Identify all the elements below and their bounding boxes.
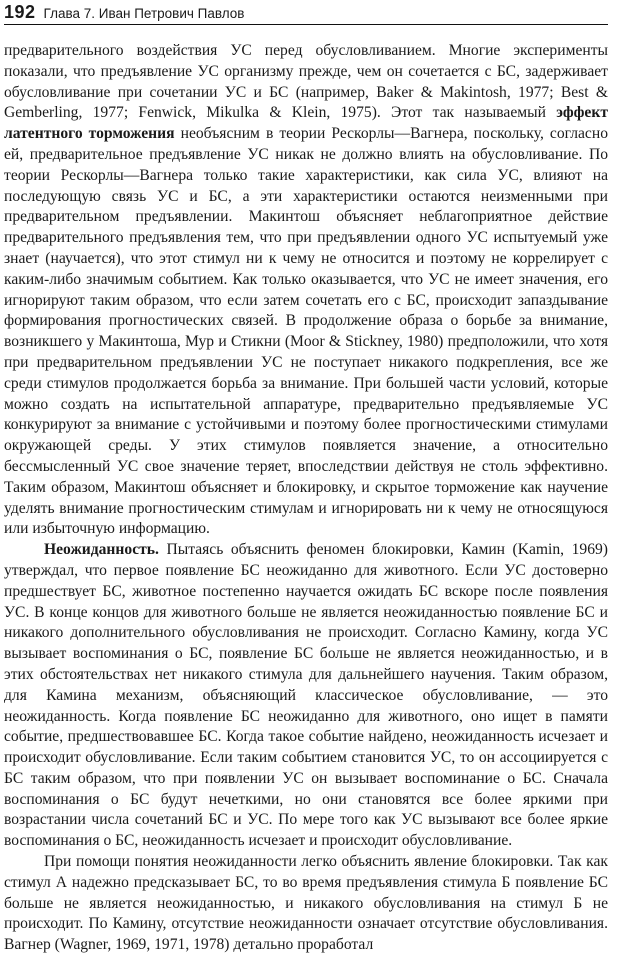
paragraph-text-part: При помощи понятия неожиданности легко объяснить явление блокировки. Так как стимул А надежно предсказывает БС, то во время предъявления стимула Б появление БС больше не является неожиданностью, и никакого обусловливания на стимул Б не происходит. По Камину, отсутствие неожиданности означает отсутствие обусловливания. Вагнер (Wagner, 1969, 1971, 1978) детально проработал [4, 853, 608, 954]
section-lead-in-surprise: Неожиданность. [44, 541, 159, 559]
chapter-running-title: Глава 7. Иван Петрович Павлов [43, 6, 245, 21]
body-text [4, 41, 608, 956]
paragraph-surprise [4, 540, 608, 852]
paragraph-text-part: Пытаясь объяснить феномен блокировки, Камин (Kamin, 1969) утверждал, что первое появление БС неожиданно для животного. Если УС достоверно предшествует БС, животное постепенно научается ожидать БС вскоре после появления УС. В конце концов для животного больше не является неожиданностью появление БС и никакого дополнительного обусловливания не происходит. Согласно Камину, когда УС вызывает воспоминания о БС, появление БС больше не является неожиданностью, и в этих обстоятельствах нет никакого стимула для дальнейшего научения. Таким образом, для Камина механизм, объясняющий классическое обусловливание, — это неожиданность. Когда появление БС неожиданно для животного, оно ищет в памяти событие, предшествовавшее БС. Когда такое событие найдено, неожиданность исчезает и происходит обусловливание. Если таким событием становится УС, то он ассоциируется с БС таким образом, что при появлении УС он вызывает воспоминание о БС. Сначала воспоминания о БС будут нечеткими, но они становятся все более яркими при возрастании числа сочетаний БС и УС. По мере того как УС вызывают все более яркие воспоминания о БС, неожиданность исчезает и происходит обусловливание. [4, 541, 608, 850]
paragraph-text-part: необъясним в теории Рескорлы—Вагнера, поскольку, согласно ей, предварительное предъявление УС никак не должно влиять на обусловливание. По теории Рескорлы—Вагнера только такие характеристики, как сила УС, влияют на последующую связь УС и БС, а эти характеристики остаются неизменными при предварительном предъявлении. Макинтош объясняет неблагоприятное действие предварительного предъявления тем, что при предъявлении одного УС испытуемый уже знает (научается), что этот стимул ни к чему не относится и поэтому не коррелирует с каким-либо значимым событием. Как только оказывается, что УС не имеет значения, его игнорируют таким образом, что если затем сочетать его с БС, происходит запаздывание формирования прогностических связей. В продолжение образа о борьбе за внимание, возникшего у Макинтоша, Мур и Стикни (Moor & Stickney, 1980) предположили, что хотя при предварительном предъявлении УС не поступает никакого подкрепления, все же среди стимулов продолжается борьба за внимание. При большей части условий, которые можно создать на испытательной аппаратуре, предварительно предъявляемые УС конкурируют за внимание с устойчивыми и поэтому более прогностическими стимулами окружающей среды. У этих стимулов появляется значение, а относительно бессмысленный УС свое значение теряет, впоследствии действуя не столь эффективно. Таким образом, Макинтош объясняет и блокировку, и скрытое торможение как научение уделять внимание прогностическим стимулам и игнорировать ни к чему не относящуюся или избыточную информацию. [4, 125, 608, 538]
paragraph-latent-inhibition [4, 41, 608, 540]
running-header [4, 0, 608, 25]
paragraph-blocking-explanation [4, 852, 608, 956]
paragraph-text-part: предварительного воздействия УС перед обусловливанием. Многие эксперименты показали, что предъявление УС организму прежде, чем он сочетается с БС, задерживает обусловливание при сочетании УС и БС (например, Baker & Makintosh, 1977; Best & Gemberling, 1977; Fenwick, Mikulka & Klein, 1975). Этот так называемый [4, 42, 608, 122]
bold-term-latent-inhibition: эффект латентного торможения [4, 104, 608, 143]
page-number: 192 [4, 2, 36, 22]
